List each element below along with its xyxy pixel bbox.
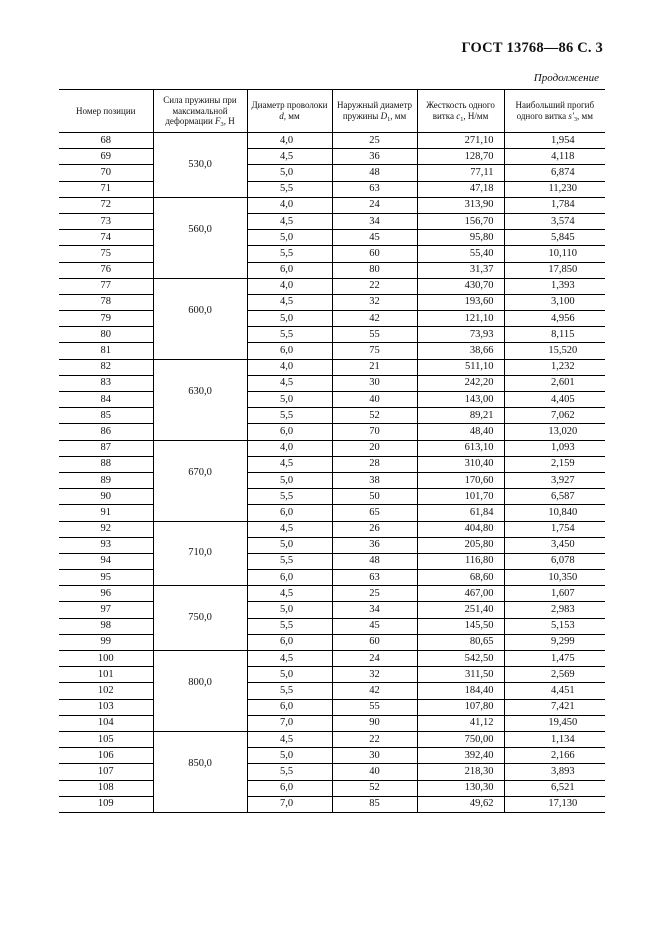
position-cell: 91	[59, 505, 153, 521]
col-header-force: Сила пружины при максимальной деформации $F_3$, Н	[153, 90, 247, 133]
stiffness-cell: 271,10	[417, 133, 504, 149]
deflection-cell: 2,159	[504, 456, 605, 472]
force-cell: 670,0	[153, 440, 247, 505]
outer-diameter-cell: 85	[332, 796, 417, 812]
col-header-stiffness: Жесткость одного витка $c_1$, Н/мм	[417, 90, 504, 133]
deflection-cell: 1,475	[504, 651, 605, 667]
table-row	[59, 505, 605, 521]
position-cell: 104	[59, 715, 153, 731]
table-row	[59, 262, 605, 278]
table-row	[59, 327, 605, 343]
outer-diameter-cell: 24	[332, 651, 417, 667]
wire-diameter-cell: 5,5	[247, 408, 332, 424]
position-cell: 89	[59, 472, 153, 488]
continuation-label: Продолжение	[533, 72, 599, 84]
deflection-cell: 19,450	[504, 715, 605, 731]
stiffness-cell: 121,10	[417, 311, 504, 327]
position-cell: 84	[59, 392, 153, 408]
position-cell: 107	[59, 764, 153, 780]
deflection-cell: 11,230	[504, 181, 605, 197]
spring-spec-table	[59, 89, 605, 813]
table-row	[59, 764, 605, 780]
wire-diameter-cell: 5,5	[247, 246, 332, 262]
outer-diameter-cell: 52	[332, 408, 417, 424]
wire-diameter-cell: 4,0	[247, 197, 332, 213]
stiffness-cell: 542,50	[417, 651, 504, 667]
position-cell: 74	[59, 230, 153, 246]
stiffness-cell: 750,00	[417, 731, 504, 747]
position-cell: 82	[59, 359, 153, 375]
wire-diameter-cell: 6,0	[247, 262, 332, 278]
position-cell: 98	[59, 618, 153, 634]
outer-diameter-cell: 45	[332, 230, 417, 246]
position-cell: 79	[59, 311, 153, 327]
outer-diameter-cell: 38	[332, 472, 417, 488]
stiffness-cell: 89,21	[417, 408, 504, 424]
col-header-deflection: Наибольший прогиб одного витка $s'_3$, мм	[504, 90, 605, 133]
deflection-cell: 1,754	[504, 521, 605, 537]
deflection-cell: 3,100	[504, 294, 605, 310]
outer-diameter-cell: 22	[332, 731, 417, 747]
outer-diameter-cell: 34	[332, 602, 417, 618]
wire-diameter-cell: 6,0	[247, 780, 332, 796]
outer-diameter-cell: 60	[332, 634, 417, 650]
force-cell-spacer	[153, 796, 247, 812]
table-row	[59, 699, 605, 715]
position-cell: 81	[59, 343, 153, 359]
deflection-cell: 2,166	[504, 748, 605, 764]
deflection-cell: 1,607	[504, 586, 605, 602]
outer-diameter-cell: 26	[332, 521, 417, 537]
table-row	[59, 553, 605, 569]
deflection-cell: 6,078	[504, 553, 605, 569]
table-row	[59, 651, 605, 667]
outer-diameter-cell: 70	[332, 424, 417, 440]
table-header-row	[59, 90, 605, 133]
position-cell: 85	[59, 408, 153, 424]
force-cell-spacer	[153, 424, 247, 440]
outer-diameter-cell: 80	[332, 262, 417, 278]
deflection-cell: 5,845	[504, 230, 605, 246]
deflection-cell: 1,232	[504, 359, 605, 375]
deflection-cell: 10,840	[504, 505, 605, 521]
table-row	[59, 683, 605, 699]
stiffness-cell: 68,60	[417, 570, 504, 586]
deflection-cell: 17,130	[504, 796, 605, 812]
stiffness-cell: 145,50	[417, 618, 504, 634]
position-cell: 96	[59, 586, 153, 602]
outer-diameter-cell: 20	[332, 440, 417, 456]
outer-diameter-cell: 60	[332, 246, 417, 262]
col-header-wire-diameter: Диаметр проволоки d, мм	[247, 90, 332, 133]
force-cell-spacer	[153, 343, 247, 359]
deflection-cell: 1,393	[504, 278, 605, 294]
table-row	[59, 424, 605, 440]
deflection-cell: 7,421	[504, 699, 605, 715]
stiffness-cell: 218,30	[417, 764, 504, 780]
table-row	[59, 343, 605, 359]
table-row	[59, 489, 605, 505]
stiffness-cell: 48,40	[417, 424, 504, 440]
table-row	[59, 602, 605, 618]
wire-diameter-cell: 6,0	[247, 424, 332, 440]
wire-diameter-cell: 4,5	[247, 651, 332, 667]
position-cell: 86	[59, 424, 153, 440]
deflection-cell: 1,134	[504, 731, 605, 747]
wire-diameter-cell: 6,0	[247, 570, 332, 586]
table-row	[59, 618, 605, 634]
outer-diameter-cell: 42	[332, 311, 417, 327]
table-row	[59, 278, 605, 294]
stiffness-cell: 80,65	[417, 634, 504, 650]
outer-diameter-cell: 28	[332, 456, 417, 472]
table-row	[59, 570, 605, 586]
table-row	[59, 359, 605, 375]
position-cell: 108	[59, 780, 153, 796]
wire-diameter-cell: 5,5	[247, 618, 332, 634]
position-cell: 78	[59, 294, 153, 310]
position-cell: 87	[59, 440, 153, 456]
deflection-cell: 10,350	[504, 570, 605, 586]
wire-diameter-cell: 5,0	[247, 748, 332, 764]
position-cell: 94	[59, 553, 153, 569]
deflection-cell: 4,451	[504, 683, 605, 699]
stiffness-cell: 143,00	[417, 392, 504, 408]
table-row	[59, 392, 605, 408]
outer-diameter-cell: 63	[332, 570, 417, 586]
outer-diameter-cell: 30	[332, 375, 417, 391]
wire-diameter-cell: 5,5	[247, 553, 332, 569]
wire-diameter-cell: 4,5	[247, 731, 332, 747]
table-body	[59, 133, 605, 813]
deflection-cell: 1,954	[504, 133, 605, 149]
outer-diameter-cell: 32	[332, 667, 417, 683]
col-header-position: Номер позиции	[59, 90, 153, 133]
outer-diameter-cell: 40	[332, 392, 417, 408]
deflection-cell: 17,850	[504, 262, 605, 278]
stiffness-cell: 61,84	[417, 505, 504, 521]
wire-diameter-cell: 5,0	[247, 472, 332, 488]
stiffness-cell: 47,18	[417, 181, 504, 197]
outer-diameter-cell: 75	[332, 343, 417, 359]
deflection-cell: 3,450	[504, 537, 605, 553]
position-cell: 88	[59, 456, 153, 472]
stiffness-cell: 128,70	[417, 149, 504, 165]
position-cell: 70	[59, 165, 153, 181]
wire-diameter-cell: 7,0	[247, 796, 332, 812]
wire-diameter-cell: 5,5	[247, 764, 332, 780]
position-cell: 75	[59, 246, 153, 262]
position-cell: 100	[59, 651, 153, 667]
page-header-title: ГОСТ 13768—86 С. 3	[461, 40, 603, 56]
wire-diameter-cell: 4,5	[247, 586, 332, 602]
wire-diameter-cell: 6,0	[247, 699, 332, 715]
position-cell: 103	[59, 699, 153, 715]
stiffness-cell: 311,50	[417, 667, 504, 683]
wire-diameter-cell: 5,0	[247, 537, 332, 553]
position-cell: 101	[59, 667, 153, 683]
stiffness-cell: 392,40	[417, 748, 504, 764]
outer-diameter-cell: 90	[332, 715, 417, 731]
stiffness-cell: 101,70	[417, 489, 504, 505]
stiffness-cell: 242,20	[417, 375, 504, 391]
position-cell: 105	[59, 731, 153, 747]
outer-diameter-cell: 63	[332, 181, 417, 197]
wire-diameter-cell: 4,0	[247, 278, 332, 294]
position-cell: 80	[59, 327, 153, 343]
wire-diameter-cell: 5,5	[247, 489, 332, 505]
table-row	[59, 537, 605, 553]
table-row	[59, 586, 605, 602]
stiffness-cell: 205,80	[417, 537, 504, 553]
position-cell: 92	[59, 521, 153, 537]
position-cell: 97	[59, 602, 153, 618]
stiffness-cell: 467,00	[417, 586, 504, 602]
stiffness-cell: 31,37	[417, 262, 504, 278]
wire-diameter-cell: 5,0	[247, 165, 332, 181]
position-cell: 93	[59, 537, 153, 553]
outer-diameter-cell: 30	[332, 748, 417, 764]
outer-diameter-cell: 40	[332, 764, 417, 780]
deflection-cell: 7,062	[504, 408, 605, 424]
stiffness-cell: 430,70	[417, 278, 504, 294]
force-cell: 800,0	[153, 651, 247, 716]
table-row	[59, 440, 605, 456]
stiffness-cell: 404,80	[417, 521, 504, 537]
deflection-cell: 6,521	[504, 780, 605, 796]
stiffness-cell: 193,60	[417, 294, 504, 310]
stiffness-cell: 184,40	[417, 683, 504, 699]
stiffness-cell: 55,40	[417, 246, 504, 262]
position-cell: 71	[59, 181, 153, 197]
wire-diameter-cell: 6,0	[247, 343, 332, 359]
outer-diameter-cell: 32	[332, 294, 417, 310]
wire-diameter-cell: 4,5	[247, 213, 332, 229]
outer-diameter-cell: 55	[332, 699, 417, 715]
table-row	[59, 456, 605, 472]
wire-diameter-cell: 4,5	[247, 375, 332, 391]
stiffness-cell: 77,11	[417, 165, 504, 181]
outer-diameter-cell: 25	[332, 586, 417, 602]
stiffness-cell: 73,93	[417, 327, 504, 343]
wire-diameter-cell: 5,0	[247, 230, 332, 246]
table-row	[59, 181, 605, 197]
table-row	[59, 796, 605, 812]
wire-diameter-cell: 4,5	[247, 456, 332, 472]
deflection-cell: 4,405	[504, 392, 605, 408]
stiffness-cell: 156,70	[417, 213, 504, 229]
table-row	[59, 311, 605, 327]
force-cell: 850,0	[153, 731, 247, 796]
wire-diameter-cell: 5,0	[247, 602, 332, 618]
outer-diameter-cell: 36	[332, 149, 417, 165]
stiffness-cell: 511,10	[417, 359, 504, 375]
table-row	[59, 780, 605, 796]
table-row	[59, 472, 605, 488]
table-row	[59, 294, 605, 310]
outer-diameter-cell: 65	[332, 505, 417, 521]
deflection-cell: 2,983	[504, 602, 605, 618]
force-cell: 630,0	[153, 359, 247, 424]
deflection-cell: 15,520	[504, 343, 605, 359]
outer-diameter-cell: 50	[332, 489, 417, 505]
deflection-cell: 5,153	[504, 618, 605, 634]
table-row	[59, 667, 605, 683]
position-cell: 90	[59, 489, 153, 505]
deflection-cell: 2,569	[504, 667, 605, 683]
position-cell: 72	[59, 197, 153, 213]
deflection-cell: 8,115	[504, 327, 605, 343]
table-row	[59, 133, 605, 149]
position-cell: 68	[59, 133, 153, 149]
stiffness-cell: 251,40	[417, 602, 504, 618]
wire-diameter-cell: 4,0	[247, 133, 332, 149]
outer-diameter-cell: 24	[332, 197, 417, 213]
deflection-cell: 1,784	[504, 197, 605, 213]
position-cell: 77	[59, 278, 153, 294]
deflection-cell: 10,110	[504, 246, 605, 262]
outer-diameter-cell: 52	[332, 780, 417, 796]
table-row	[59, 197, 605, 213]
outer-diameter-cell: 48	[332, 165, 417, 181]
deflection-cell: 13,020	[504, 424, 605, 440]
stiffness-cell: 310,40	[417, 456, 504, 472]
stiffness-cell: 38,66	[417, 343, 504, 359]
table-row	[59, 165, 605, 181]
stiffness-cell: 41,12	[417, 715, 504, 731]
wire-diameter-cell: 4,5	[247, 521, 332, 537]
force-cell: 560,0	[153, 197, 247, 262]
table-row	[59, 213, 605, 229]
force-cell-spacer	[153, 715, 247, 731]
stiffness-cell: 107,80	[417, 699, 504, 715]
wire-diameter-cell: 5,5	[247, 181, 332, 197]
outer-diameter-cell: 55	[332, 327, 417, 343]
stiffness-cell: 613,10	[417, 440, 504, 456]
deflection-cell: 4,956	[504, 311, 605, 327]
stiffness-cell: 49,62	[417, 796, 504, 812]
deflection-cell: 6,874	[504, 165, 605, 181]
deflection-cell: 2,601	[504, 375, 605, 391]
outer-diameter-cell: 25	[332, 133, 417, 149]
wire-diameter-cell: 4,5	[247, 294, 332, 310]
outer-diameter-cell: 48	[332, 553, 417, 569]
table-row	[59, 715, 605, 731]
position-cell: 83	[59, 375, 153, 391]
position-cell: 106	[59, 748, 153, 764]
table-row	[59, 731, 605, 747]
force-cell: 600,0	[153, 278, 247, 343]
wire-diameter-cell: 4,0	[247, 440, 332, 456]
wire-diameter-cell: 5,5	[247, 683, 332, 699]
table-row	[59, 521, 605, 537]
position-cell: 95	[59, 570, 153, 586]
wire-diameter-cell: 6,0	[247, 505, 332, 521]
deflection-cell: 3,927	[504, 472, 605, 488]
position-cell: 99	[59, 634, 153, 650]
position-cell: 73	[59, 213, 153, 229]
wire-diameter-cell: 5,0	[247, 392, 332, 408]
wire-diameter-cell: 6,0	[247, 634, 332, 650]
wire-diameter-cell: 4,0	[247, 359, 332, 375]
outer-diameter-cell: 21	[332, 359, 417, 375]
col-header-outer-diameter: Наружный диаметр пружины $D_1$, мм	[332, 90, 417, 133]
table-row	[59, 748, 605, 764]
position-cell: 109	[59, 796, 153, 812]
table-row	[59, 375, 605, 391]
position-cell: 76	[59, 262, 153, 278]
deflection-cell: 6,587	[504, 489, 605, 505]
stiffness-cell: 95,80	[417, 230, 504, 246]
outer-diameter-cell: 22	[332, 278, 417, 294]
outer-diameter-cell: 42	[332, 683, 417, 699]
deflection-cell: 3,574	[504, 213, 605, 229]
wire-diameter-cell: 5,5	[247, 327, 332, 343]
wire-diameter-cell: 5,0	[247, 667, 332, 683]
table-row	[59, 634, 605, 650]
deflection-cell: 9,299	[504, 634, 605, 650]
wire-diameter-cell: 4,5	[247, 149, 332, 165]
wire-diameter-cell: 5,0	[247, 311, 332, 327]
position-cell: 69	[59, 149, 153, 165]
outer-diameter-cell: 34	[332, 213, 417, 229]
force-cell: 710,0	[153, 521, 247, 586]
force-cell: 530,0	[153, 133, 247, 198]
table-row	[59, 246, 605, 262]
deflection-cell: 1,093	[504, 440, 605, 456]
stiffness-cell: 130,30	[417, 780, 504, 796]
wire-diameter-cell: 7,0	[247, 715, 332, 731]
force-cell: 750,0	[153, 586, 247, 651]
table-row	[59, 230, 605, 246]
table-row	[59, 149, 605, 165]
outer-diameter-cell: 36	[332, 537, 417, 553]
table-row	[59, 408, 605, 424]
force-cell-spacer	[153, 262, 247, 278]
force-cell-spacer	[153, 505, 247, 521]
position-cell: 102	[59, 683, 153, 699]
deflection-cell: 4,118	[504, 149, 605, 165]
stiffness-cell: 116,80	[417, 553, 504, 569]
outer-diameter-cell: 45	[332, 618, 417, 634]
deflection-cell: 3,893	[504, 764, 605, 780]
stiffness-cell: 313,90	[417, 197, 504, 213]
stiffness-cell: 170,60	[417, 472, 504, 488]
